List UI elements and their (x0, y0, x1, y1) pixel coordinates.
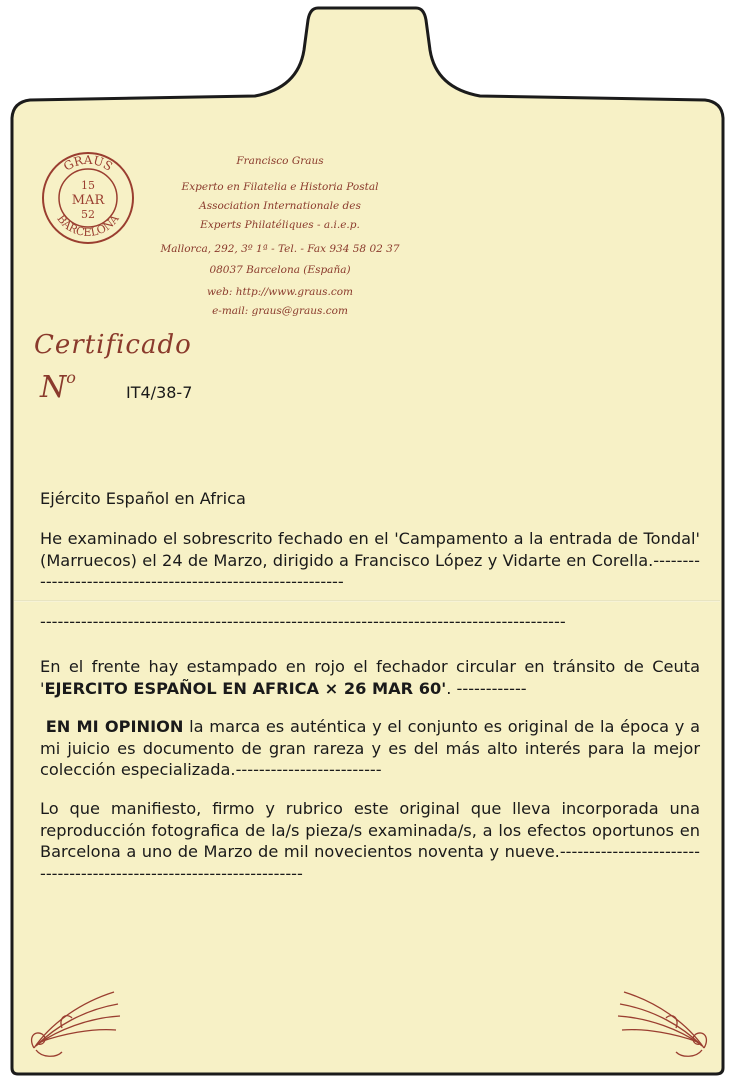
letterhead-line-7: e-mail: graus@graus.com (212, 305, 348, 317)
stamp-month: MAR (71, 193, 105, 208)
paragraph-3-text: la marca es auténtica y el conjunto es original de la época y a mi juicio es documento de gran rareza y es del más alto interés para la mejor colección especializada. (40, 717, 700, 779)
number-label-letter: N (40, 370, 67, 405)
letterhead-line-3: Experts Philatéliques - a.i.e.p. (200, 219, 360, 231)
stamp-top-text: GRAUS (61, 152, 116, 174)
dash-fill: ------------------------- (235, 760, 382, 779)
certificate-heading: Certificado (34, 330, 192, 360)
paragraph-1 (40, 528, 700, 593)
certificate-number: IT4/38-7 (126, 383, 193, 402)
paragraph-2 (40, 656, 700, 699)
dash-line: ------------------------------------------------------------------------------------------ (40, 612, 566, 631)
letterhead-line-1: Experto en Filatelia e Historia Postal (181, 181, 379, 193)
paragraph-2-bold: EJERCITO ESPAÑOL EN AFRICA × 26 MAR 60' (44, 678, 447, 698)
paragraph-3 (40, 716, 700, 781)
paragraph-3-bold: EN MI OPINION (45, 717, 184, 736)
body-title: Ejército Español en Africa (40, 489, 246, 508)
letterhead-line-5: 08037 Barcelona (España) (209, 264, 351, 276)
paragraph-1-text: He examinado el sobrescrito fechado en el 'Campamento a la entrada de Tondal' (Marruecos) el 24 de Marzo, dirigido a Francisco López y Vidarte en Corella. (40, 529, 700, 570)
letterhead-name: Francisco Graus (236, 155, 324, 167)
paragraph-4-text: Lo que manifiesto, firmo y rubrico este original que lleva incorporada una reproducción fotografica de la/s pieza/s examinada/s, a los efectos oportunos en Barcelona a uno de Marzo de mil novecientos noventa y nueve. (40, 799, 700, 861)
dash-fill: --------------------------------------------------------------------- (40, 842, 700, 883)
stamp-day: 15 (81, 179, 95, 192)
stamp-bottom-text: BARCELONA (54, 212, 122, 240)
stamp-year: 52 (81, 208, 95, 221)
flourish-ornament-right (606, 982, 716, 1062)
flourish-ornament-left (22, 982, 132, 1062)
paragraph-2-post: . (446, 678, 452, 698)
paragraph-4 (40, 798, 700, 884)
letterhead-line-4: Mallorca, 292, 3º 1ª - Tel. - Fax 934 58 02 37 (160, 243, 400, 255)
fold-line (14, 600, 720, 602)
dash-fill: ------------ (456, 678, 527, 698)
number-label (40, 368, 76, 405)
number-label-sup: o (66, 368, 76, 387)
letterhead-line-6: web: http://www.graus.com (206, 286, 354, 298)
dash-fill: ------------------------------------------------------------ (40, 550, 700, 591)
letterhead-line-2: Association Internationale des (199, 200, 361, 212)
paragraph-2-pre: En el frente hay estampado en rojo el fechador circular en tránsito de Ceuta ' (40, 657, 700, 698)
